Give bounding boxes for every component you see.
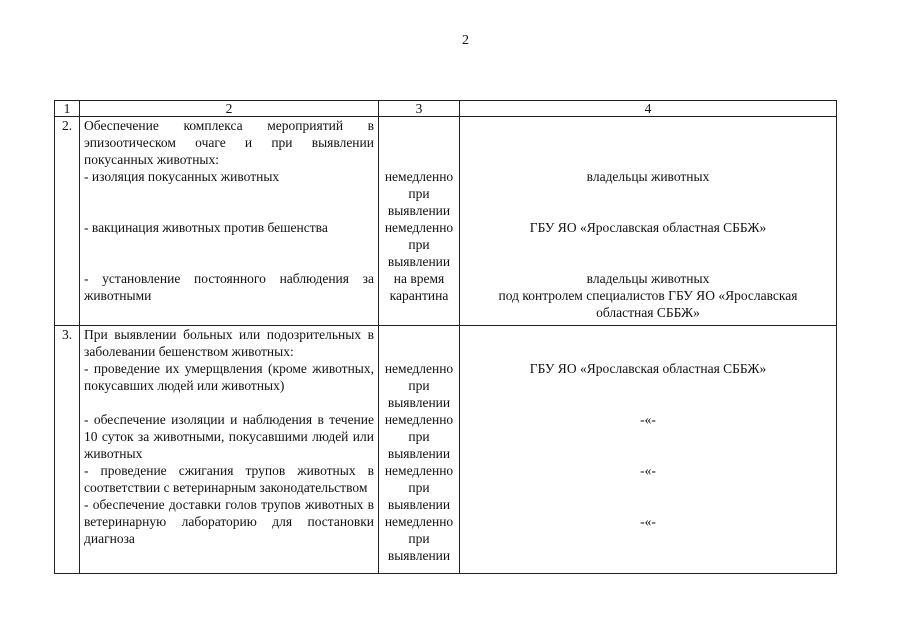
deadline-text: немедленно xyxy=(384,361,454,376)
deadline-text: карантина xyxy=(389,288,449,303)
responsible-text: -«- xyxy=(640,412,656,427)
header-col-1: 1 xyxy=(55,101,80,117)
responsible-text: ГБУ ЯО «Ярославская областная СББЖ» xyxy=(529,220,767,235)
deadline-cell xyxy=(379,326,460,574)
responsible-text: под контролем специалистов ГБУ ЯО «Ярославская xyxy=(498,288,798,303)
measure-item: - установление постоянного наблюдения за животными xyxy=(84,271,374,303)
row-intro: При выявлении больных или подозрительных в заболевании бешенством животных: xyxy=(84,327,374,359)
header-col-2: 2 xyxy=(80,101,379,117)
measure-item: - проведение сжигания трупов животных в соответствии с ветеринарным законодательством xyxy=(84,463,374,495)
measure-item: - обеспечение изоляции и наблюдения в течение 10 суток за животными, покусавшими людей или животных xyxy=(84,412,374,461)
responsible-text: областная СББЖ» xyxy=(596,305,700,320)
deadline-text: выявлении xyxy=(387,254,451,269)
measure-item: - вакцинация животных против бешенства xyxy=(84,220,328,235)
responsible-cell xyxy=(460,326,837,574)
measure-item: - обеспечение доставки голов трупов животных в ветеринарную лабораторию для постановки диагноза xyxy=(84,497,374,546)
deadline-text: выявлении xyxy=(387,395,451,410)
header-col-4: 4 xyxy=(460,101,837,117)
deadline-text: при xyxy=(408,531,430,546)
measures-cell xyxy=(80,117,379,326)
deadline-text: немедленно xyxy=(384,220,454,235)
deadline-text: выявлении xyxy=(387,446,451,461)
deadline-text: немедленно xyxy=(384,412,454,427)
deadline-text: при xyxy=(408,480,430,495)
row-number: 2. xyxy=(55,117,80,326)
responsible-text: ГБУ ЯО «Ярославская областная СББЖ» xyxy=(529,361,767,376)
responsible-cell xyxy=(460,117,837,326)
table-row xyxy=(55,326,837,574)
row-intro: Обеспечение комплекса мероприятий в эпизоотическом очаге и при выявлении покусанных животных: xyxy=(84,118,374,167)
header-col-3: 3 xyxy=(379,101,460,117)
measures-cell xyxy=(80,326,379,574)
measure-item: - проведение их умерщвления (кроме животных, покусавших людей или животных) xyxy=(84,361,374,393)
deadline-text: немедленно xyxy=(384,169,454,184)
responsible-text: -«- xyxy=(640,514,656,529)
deadline-text: выявлении xyxy=(387,548,451,563)
deadline-text: выявлении xyxy=(387,497,451,512)
table-header-row xyxy=(55,101,837,117)
responsible-text: -«- xyxy=(640,463,656,478)
measure-item: - изоляция покусанных животных xyxy=(84,169,280,184)
deadline-text: при xyxy=(408,186,430,201)
page-number: 2 xyxy=(462,33,469,48)
deadline-text: при xyxy=(408,378,430,393)
measures-table xyxy=(54,100,837,574)
responsible-text: владельцы животных xyxy=(586,271,710,286)
deadline-text: немедленно xyxy=(384,463,454,478)
responsible-text: владельцы животных xyxy=(586,169,710,184)
table-row xyxy=(55,117,837,326)
deadline-text: немедленно xyxy=(384,514,454,529)
deadline-text: выявлении xyxy=(387,203,451,218)
row-number: 3. xyxy=(55,326,80,574)
deadline-text: при xyxy=(408,429,430,444)
deadline-cell xyxy=(379,117,460,326)
deadline-text: на время xyxy=(393,271,445,286)
deadline-text: при xyxy=(408,237,430,252)
